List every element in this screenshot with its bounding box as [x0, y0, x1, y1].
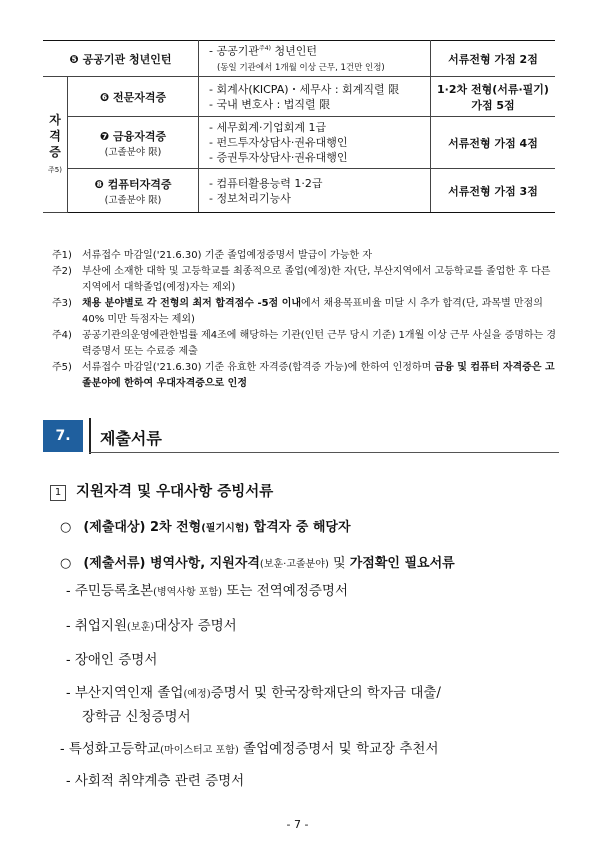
detail-text: - 국내 변호사 : 법직렬 限: [209, 97, 331, 111]
page-number: - 7 -: [286, 818, 309, 831]
doc-text: 또는 전역예정증명서: [222, 583, 349, 599]
detail-text: 청년인턴: [270, 44, 317, 58]
bullet-text: (제출대상) 2차 전형: [83, 520, 202, 535]
footnotes: [52, 248, 562, 392]
benefit-text: 1·2차 전형(서류·필기): [437, 82, 549, 96]
row-label-professional: ❻ 전문자격증: [68, 77, 199, 117]
doc-text: - 주민등록초본: [66, 583, 154, 599]
footnote-text: [82, 360, 562, 392]
footnote-bold: 금융 및 컴퓨터 자격증은 고졸분야에 한하여 우대자격증으로 인정: [82, 362, 555, 389]
section-underline: [89, 452, 559, 453]
footnote: [52, 248, 562, 264]
table-row: [43, 77, 555, 117]
doc-small: (병역사항 포함): [153, 587, 223, 598]
benefit-text: 가점 5점: [471, 98, 515, 112]
footnote-text: [82, 296, 562, 328]
footnote-key: 주4): [52, 330, 72, 341]
circle-bullet-icon: ○: [60, 520, 72, 535]
benefit-public-intern: 서류전형 가점 2점: [431, 41, 556, 77]
bullet-small: (보훈·고졸분야): [259, 559, 329, 570]
doc-small: (보훈): [127, 622, 155, 633]
label-sub: (고졸분야 限): [104, 146, 162, 158]
qualification-group-label: [43, 77, 68, 213]
detail-text: - 정보처리기능사: [209, 191, 291, 205]
footnote-key: 주5): [52, 362, 72, 373]
footnote-ref: 주4): [258, 45, 271, 53]
row-detail-finance: [199, 117, 431, 169]
detail-text: - 공공기관: [209, 44, 259, 58]
footnote-text: 공공기관의운영에관한법률 제4조에 해당하는 기관(인턴 근무 당시 기준) 1개월 이상 근무 사실을 증명하는 경력증명서 또는 수료증 제출: [82, 330, 557, 357]
group-footnote: 주5): [48, 165, 62, 174]
detail-text: - 회계사(KICPA)・세무사 : 회계직렬 限: [209, 82, 400, 96]
doc-item: [60, 738, 439, 762]
doc-text: 증명서 및 한국장학재단의 학자금 대출/: [210, 685, 441, 701]
row-detail-public-intern: [199, 41, 431, 77]
row-label-finance: [68, 117, 199, 169]
row-detail-computer: [199, 169, 431, 213]
doc-text: 졸업예정증명서 및 학교장 추천서: [238, 741, 439, 757]
footnote-key: 주1): [52, 250, 72, 261]
bullet-text: (제출서류) 병역사항, 지원자격: [83, 556, 260, 571]
doc-text: 장학금 신청증명서: [82, 709, 191, 725]
footnote-bold: 채용 분야별로 각 전형의 최저 합격점수 -5점 이내: [82, 298, 302, 309]
subsection-heading: [50, 480, 273, 501]
heading-text: 지원자격 및 우대사항 증빙서류: [76, 484, 274, 500]
footnote-key: 주3): [52, 298, 72, 309]
doc-small: (예정): [183, 689, 211, 700]
footnote-key: 주2): [52, 266, 72, 277]
doc-item: [66, 615, 237, 639]
doc-item: [66, 649, 157, 671]
footnote-text: 부산에 소재한 대학 및 고등학교를 최종적으로 졸업(예정)한 자(단, 부산지역에서 고등학교를 졸업한 후 다른 지역에서 대학졸업(예정)자는 제외): [82, 266, 551, 293]
section-title: 제출서류: [100, 429, 162, 448]
doc-item: [66, 580, 348, 604]
doc-small: (마이스터고 포함): [160, 745, 239, 756]
benefit-finance: 서류전형 가점 4점: [431, 117, 556, 169]
detail-text: - 증권투자상담사·권유대행인: [209, 151, 348, 164]
detail-text: - 컴퓨터활용능력 1·2급: [209, 176, 323, 190]
bullet-text: 및: [328, 556, 350, 571]
detail-subtext: (동일 기관에서 1개월 이상 근무, 1건만 인정): [217, 62, 385, 73]
doc-text: - 사회적 취약계층 관련 증명서: [66, 773, 245, 789]
bullet-small: (필기시험): [201, 523, 250, 534]
row-label-public-intern: ❺ 공공기관 청년인턴: [43, 41, 199, 77]
row-label-computer: [68, 169, 199, 213]
table-row: [43, 41, 555, 77]
label-text: ❽ 컴퓨터자격증: [94, 177, 172, 191]
numbered-box-icon: 1: [50, 485, 66, 501]
footnote-rest: 서류접수 마감일('21.6.30) 기준 유효한 자격증(합격증 가능)에 한하여 인정하며: [82, 362, 435, 373]
doc-text: - 장애인 증명서: [66, 652, 158, 668]
footnote-text: 서류접수 마감일('21.6.30) 기준 졸업예정증명서 발급이 가능한 자: [82, 250, 372, 261]
doc-text: - 부산지역인재 졸업: [66, 685, 184, 701]
footnote: [52, 360, 562, 392]
detail-text: - 펀드투자상담사·권유대행인: [209, 136, 348, 149]
bullet-text: 합격자 중 해당자: [249, 520, 351, 535]
preference-table: [43, 40, 555, 213]
label-text: ❼ 금융자격증: [99, 129, 167, 143]
doc-item: [66, 770, 244, 792]
footnote: [52, 296, 562, 328]
detail-text: - 세무회계·기업회계 1급: [209, 121, 327, 134]
doc-text: - 취업지원: [66, 618, 128, 634]
group-char: 자: [49, 112, 61, 127]
doc-text: 대상자 증명서: [154, 618, 237, 634]
bullet-text: 가점확인 필요서류: [349, 556, 455, 571]
bullet-target: [60, 516, 351, 535]
footnote-rest: 에서 채용목표비율 미달 시 추가 합격(단, 과목별 만점의 40% 미만 득점자는 제외): [82, 298, 543, 325]
row-detail-professional: [199, 77, 431, 117]
doc-text: - 특성화고등학교: [60, 741, 161, 757]
table-row: [43, 169, 555, 213]
group-char: 증: [49, 144, 61, 159]
table-row: [43, 117, 555, 169]
footnote: [52, 328, 562, 360]
section-divider: [89, 418, 91, 454]
section-number: 7.: [43, 420, 83, 452]
circle-bullet-icon: ○: [60, 556, 72, 571]
footnote: [52, 264, 562, 296]
doc-item: [66, 682, 441, 728]
group-char: 격: [49, 128, 61, 143]
benefit-computer: 서류전형 가점 3점: [431, 169, 556, 213]
label-sub: (고졸분야 限): [104, 194, 162, 206]
benefit-professional: [431, 77, 556, 117]
bullet-documents: [60, 552, 455, 571]
